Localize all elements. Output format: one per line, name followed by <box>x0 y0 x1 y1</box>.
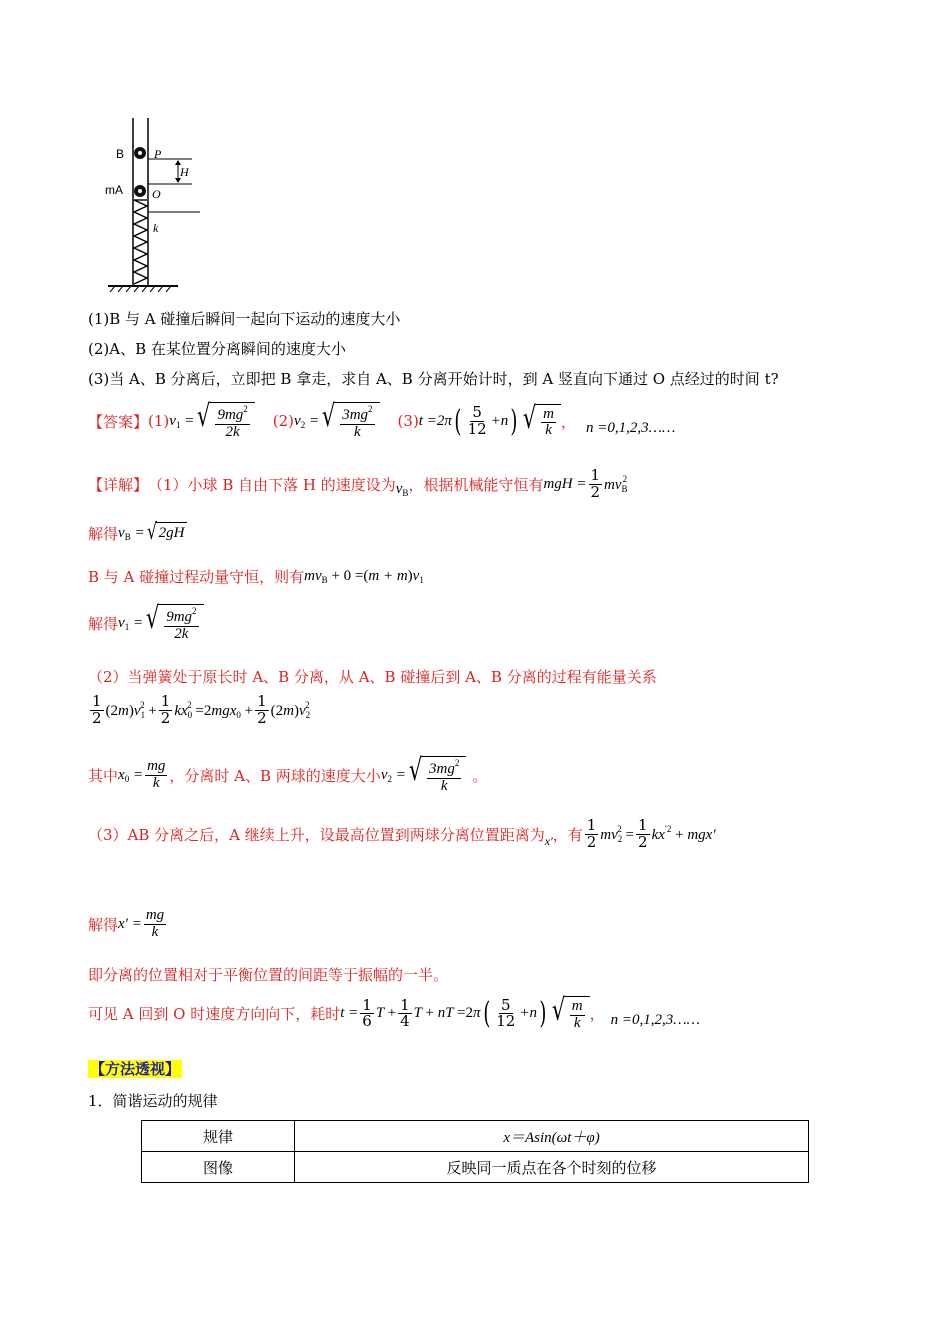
question-1: (1)B 与 A 碰撞后瞬间一起向下运动的速度大小 <box>88 310 401 328</box>
question-3: (3)当 A、B 分离后，立即把 B 拿走，求自 A、B 分离开始计时，到 A 竖直向下通过 O 点经过的时间 t? <box>88 370 779 388</box>
detail-line-10: 即分离的位置相对于平衡位置的间距等于振幅的一半。 <box>88 966 449 984</box>
detail-line-7: 其中 $x_0$ = $\frac{mg}{k}$ ，分离时 A、B 两球的速度大小 $v_2$ = √ $\frac{3mg^2}{k}$ 。 <box>88 753 488 794</box>
detail-line-4: 解得 $v_1$ = √ $\frac{9mg^2}{2k}$ <box>88 604 204 643</box>
label-b: B <box>116 147 125 161</box>
label-p: P <box>154 147 162 161</box>
answer-line: 【答案】 (1) $v_1$ = √ $\frac{9mg^2}{2k}$ (2) $v_2$ = √ $\frac{3mg^2}{k}$ (3) t =2π ( $\frac{5}{12}$ +n ) √ $\frac{m}{k}$ ， n =0,1,2,3…… <box>88 399 676 440</box>
spring-ball-figure <box>100 118 210 298</box>
detail-label: 【详解】 <box>88 475 149 494</box>
detail-line-5: （2）当弹簧处于原长时 A、B 分离，从 A、B 碰撞后到 A、B 分离的过程有能量关系 <box>88 668 657 686</box>
answer-label: 【答案】 <box>88 412 149 431</box>
method-item-1: 1．简谐运动的规律 <box>88 1092 218 1110</box>
method-heading: 【方法透视】 <box>90 1060 181 1078</box>
detail-line-9: 解得 x′ = $\frac{mg}{k}$ <box>88 907 165 940</box>
label-o: O <box>152 187 161 201</box>
detail-line-3: B 与 A 碰撞过程动量守恒，则有 $mv_B + 0 =(m + m)v_1$ <box>88 568 424 586</box>
detail-line-11: 可见 A 回到 O 时速度方向向下，耗时 t = $\frac{1}{6}$ T + $\frac{1}{4}$ T + nT =2π ( $\frac{5}{12}$ +n ) √ $\frac{m}{k}$ ， n =0,1,2,3…… <box>88 993 700 1032</box>
table-row: 图像 反映同一质点在各个时刻的位移 <box>142 1152 809 1183</box>
detail-line-1: 【详解】 （1）小球 B 自由下落 H 的速度设为 $v_B$ ，根据机械能守恒有 mgH = $\frac{1}{2}$ $mv_B^2$ <box>88 466 628 501</box>
detail-line-6-energy: $\frac{1}{2}$ $(2m)v_1^2$ + $\frac{1}{2}$ $kx_0^2 =2mgx_0$ + $\frac{1}{2}$ $(2m)v_2^2$ <box>92 692 311 727</box>
detail-line-8: （3）AB 分离之后，A 继续上升，设最高位置到两球分离位置距离为 x′ ，有 $\frac{1}{2}$ $mv_2^2$ = $\frac{1}{2}$ $kx^{'2} + mgx'$ <box>88 816 716 851</box>
label-h: H <box>180 165 189 179</box>
table-row: 规律 x＝Asin(ωt＋φ) <box>142 1121 809 1152</box>
detail-line-2: 解得 $v_B$ = √ 2gH <box>88 522 187 544</box>
label-ma: mA <box>105 183 123 197</box>
question-2: (2)A、B 在某位置分离瞬间的速度大小 <box>88 340 346 358</box>
law-table <box>141 1120 809 1183</box>
label-k: k <box>153 221 159 235</box>
